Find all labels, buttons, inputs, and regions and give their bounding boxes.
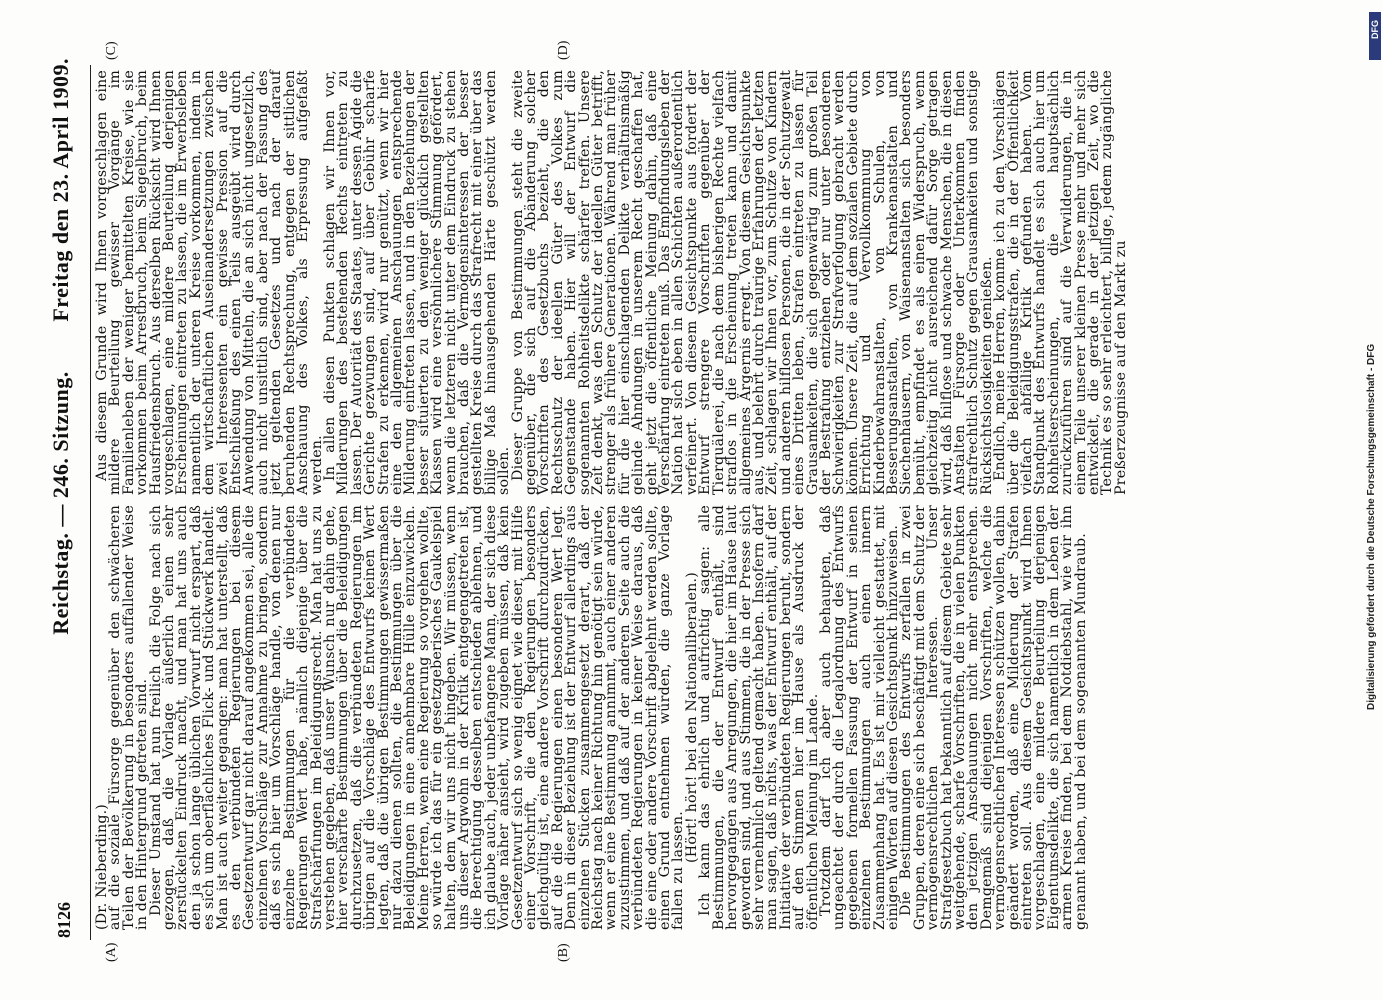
interjection: (Hört! hört! bei den Nationalliberalen.) (683, 572, 700, 863)
dfg-logo-label: DFG (1370, 20, 1380, 39)
paragraph: Aus diesem Grunde wird Ihnen vorgeschlagen eine mildere Beurteilung gewisser Vorgänge im Familienleben der weniger bemittelten Kreise, wie sie vorkommen beim Arrestbruch, beim Siegelbruch, beim Hausfriedensbruch. Aus derselben Rücksicht wird Ihnen vorgeschlagen, eine mildere Beurteilung derjenigen Erscheinungen eintreten zu lassen, die im Erwerbsleben namentlich der unteren Kreise vorkommen, indem in dem wirtschaftlichen Auseinandersetzungen zwischen zwei Interessenten ein gewisse Pression auf die Entschließung des einen Teils ausgeübt wird durch Anwendung von Mitteln, die an sich nicht ungesetzlich, auch nicht unsittlich sind, aber nach der Fassung des jetzt geltenden Gesetzes und nach der darauf beruhenden Rechtsprechung, entgegen der sittlichen Anschauung des Volkes, als Erpressung aufgefaßt werden. (94, 70, 325, 495)
margin-marker-a: (A) (104, 942, 119, 962)
paragraph: Die Bestimmungen des Entwurfs zerfallen in zwei Gruppen, deren eine sich beschäftigt mit dem Schutz der vermögensrechtlichen Interessen. Unser Strafgesetzbuch hat bekanntlich auf diesem Gebiete sehr weitgehende, scharfe Vorschriften, die in vielen Punkten den jetzigen Anschauungen nicht mehr entsprechen. Demgemäß sind diejenigen Vorschriften, welche die vermögensrechtlichen Interessen schützen wollen, dahin geändert worden, daß eine Milderung der Strafen eintreten soll. Aus diesem Gesichtspunkt wird Ihnen vorgeschlagen, eine mildere Beurteilung derjenigen Eigentumsdelikte, die sich namentlich in dem Leben der armen Kreise finden, bei dem Notdiebstahl, wie wir ihn genannt haben, und bei dem sogenannten Mundraub. (898, 504, 1089, 930)
paragraph: Dieser Gruppe von Bestimmungen steht die zweite gegenüber, die sich auf die Abänderung solcher Vorschriften des Gesetzbuchs bezieht, die den Rechtsschutz der ideellen Güter des Volkes zum Gegenstande haben. Hier will der Entwurf die sogenannten Rohheitsdelikte schärfer treffen. Unsere Zeit denkt, was den Schutz der ideellen Güter betrifft, strenger als frühere Generationen. Während man früher für die hier einschlagenden Delikte verhältnismäßig gelinde Ahndungen in unserem Recht geschaffen hat, geht jetzt die öffentliche Meinung dahin, daß eine Verschärfung eintreten muß. Das Empfindungsleben der Nation hat sich eben in allen Schichten außerordentlich verfeinert. Von diesem Gesichtspunkte aus fordert der Entwurf strengere Vorschriften gegenüber der Tierquälerei, die nach dem bisherigen Rechte vielfach straflos in die Erscheinung treten kann und damit allgemeines Ärgernis erregt. Von diesem Gesichtspunkte aus, und belehrt durch traurige Erfahrungen der letzten Zeit, schlagen wir Ihnen vor, zum Schutze von Kindern und anderen hilflosen Personen, die in der Schutzgewalt eines Dritten leben, Strafen eintreten zu lassen für Grausamkeiten, die sich gegenwärtig zum großen Teil der Bestrafung entziehen oder nur unter besonderen Schwierigkeiten zur Strafverfolgung gebracht werden können. Unsere Zeit, die auf dem sozialen Gebiete durch Errichtung und Vervollkommnung von Kinderbewahranstalten, von Schulen, von Besserungsanstalten, von Krankenanstalten und Siechenhäusern, von Waisenanstalten sich besonders bemüht, empfindet es als einen Widerspruch, wenn gleichzeitig nicht ausreichend dafür Sorge getragen wird, daß hilflose und schwache Menschen, die in diesen Anstalten Fürsorge oder Unterkommen finden strafrechtlich Schutz gegen Grausamkeiten und sonstige Rücksichtslosigkeiten genießen. (509, 70, 995, 495)
text-column-left (94, 504, 1089, 930)
margin-marker-d: (D) (556, 40, 571, 60)
paragraph: auf die soziale Fürsorge gegenüber den schwächeren Teilen der Bevölkerung in besonders auffallender Weise in den Hintergrund getreten sind. (107, 505, 151, 930)
speaker-label: (Dr. Nieberding.) (94, 803, 110, 930)
paragraph: In allen diesen Punkten schlagen wir Ihnen vor, Milderungen des bestehenden Rechts eintreten zu lassen. Der Autorität des Staates, unter dessen Ägide die Gerichte gezwungen sind, auf über Gebühr scharfe Strafen zu erkennen, wird nur genützt, wenn wir hier eine den allgemeinen Anschauungen entsprechende Milderung eintreten lassen, und in den Beziehungen der besser situierten zu den weniger glücklich gestellten Klassen wird eine versöhnlichere Stimmung gefördert, wenn die letzteren nicht unter dem Eindruck zu stehen brauchen, daß die Vermögensinteressen der besser gestellten Kreise durch das Strafrecht mit einer über das billige Maß hinausgehenden Härte geschützt werden sollen. (321, 70, 513, 495)
margin-marker-c: (C) (104, 41, 119, 60)
paragraph: Endlich, meine Herren, komme ich zu den Vorschlägen über die Beleidigungsstrafen, die in der Öffentlichkeit vielfach abfällige Kritik gefunden haben. Vom Standpunkt des Entwurfs handelt es sich auch hier um Rohheitserscheinungen, die hauptsächlich zurückzuführen sind auf die Verwilderungen, die in einem Teile unserer kleinen Presse mehr und mehr sich entwickelt, die gerade in der jetzigen Zeit, wo die Technik es so sehr erleichtert, billige, jedem zugängliche Preßerzeugnisse auf den Markt zu (992, 70, 1129, 495)
paragraph: Trotzdem darf ich aber auch behaupten, daß ungeachtet der durch die Legalordnung des Entwurfs gegebenen formellen Fassung der Entwurf in seinen einzelnen Bestimmungen auch einen innern Zusammenhang hat. Es ist mir vielleicht gestattet, mit einigen Worten auf diesen Gesichtspunkt hinzuweisen. (817, 505, 901, 930)
paragraph: Dieser Umstand hat nun freilich die Folge nach sich gezogen, daß die Vorlage äußerlich einen sehr zerstückelten Eindruck macht, und man hat uns auch den ja schon lange üblichen Vorwurf nicht erspart, daß es sich um oberflächliches Flick- und Stückwerk handelt. Man ist auch weiter gegangen: man hat unterstellt, daß es den verbündeten Regierungen bei diesem Gesetzentwurf gar nicht darauf angekommen sei, alle die einzelnen Vorschläge zur Annahme zu bringen, sondern daß es sich hier um Vorschläge handle, von denen nur einzelne Bestimmungen für die verbündeten Regierungen Wert habe, nämlich diejenige über die Strafschärfungen im Beleidigungsrecht. Man hat uns zu verstehen gegeben, daß unser Wunsch nur dahin gehe, hier verschärfte Bestimmungen über die Beleidigungen durchzusetzen, daß die verbündeten Regierungen im übrigen auf die Vorschläge des Entwurfs keinen Wert legten, daß die übrigen Bestimmungen gewissermaßen nur dazu dienen sollten, die Bestimmungen über die Beleidigungen in eine annehmbare Hülle einzuwickeln. Meine Herren, wenn eine Regierung so vorgehen wollte, so würde ich das für ein gesetzgeberisches Gaukelspiel halten, dem wir uns nicht hingeben. Wir müssen, wenn uns dieser Argwohn in der Kritik entgegengetreten ist, die Berechtigung desselben entschieden ablehnen, und ich glaube auch, jeder unbefangene Mann, der sich diese Vorlage näher ansieht, wird zugeben müssen, daß kein Gesetzentwurf sich so wenig eignet wie dieser, mit Hilfe einer Vorschrift, die den Regierungen besonders gleichgültig ist, eine andere Vorschrift durchzudrücken, auf die die Regierungen einen besonderen Wert legt. Denn in dieser Beziehung ist der Entwurf allerdings aus einzelnen Stücken zusammengesetzt derart, daß der Reichstag nach keiner Richtung hin genötigt sein würde, wenn er eine Bestimmung annimmt, auch einer anderen zuzustimmen, und daß auf der anderen Seite auch die verbündeten Regierungen in keiner Weise daraus, daß die eine oder andere Vorschrift abgelehnt werden sollte, einen Grund entnehmen würden, die ganze Vorlage fallen zu lassen. (147, 505, 687, 930)
page-date: Freitag den 23. April 1909. (48, 58, 73, 322)
page-title: Reichstag. — 246. Sitzung. (48, 371, 73, 635)
text-column-right (94, 70, 1129, 495)
paragraph: Ich kann das ehrlich und aufrichtig sagen: alle Bestimmungen, die der Entwurf enthält, sind hervorgegangen aus Anregungen, die hier im Hause laut geworden sind, und aus Stimmen, die in der Presse sich sehr vernehmlich geltend gemacht haben. Insofern darf man sagen, daß nichts, was der Entwurf enthält, auf der Initiative der verbündeten Regierungen beruht, sondern auf den Stimmen hier im Hause als Ausdruck der öffentlichen Meinung im Lande. (697, 505, 821, 930)
page-number: 8126 (54, 902, 74, 938)
margin-marker-b: (B) (556, 943, 571, 962)
digitization-note: Digitalisierung gefördert durch die Deutsche Forschungsgemeinschaft - DFG (1366, 343, 1377, 710)
header-rule (90, 65, 91, 940)
page-header (42, 58, 82, 938)
